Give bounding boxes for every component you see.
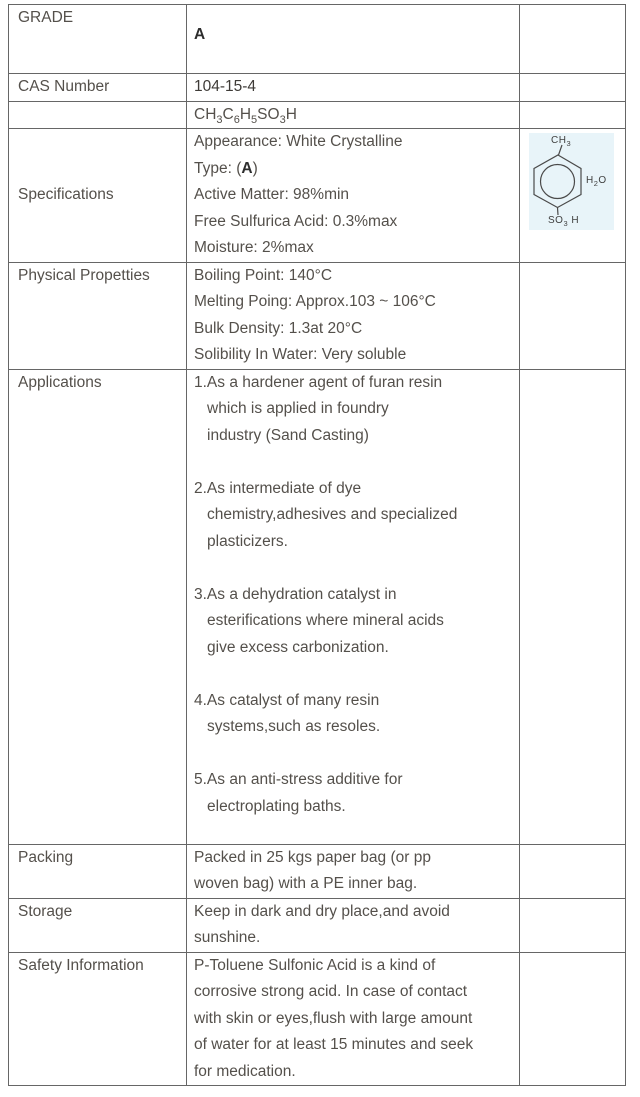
text-line: Free Sulfurica Acid: 0.3%max — [194, 212, 398, 230]
empty-cell — [520, 74, 626, 102]
text-line: Packed in 25 kgs paper bag (or pp — [194, 848, 431, 866]
text-line: esterifications where mineral acids — [207, 612, 444, 629]
text-line: corrosive strong acid. In case of contact — [194, 983, 468, 1000]
cas-number-label: CAS Number — [9, 74, 187, 102]
application-item-4 — [194, 688, 513, 741]
text-line: sunshine. — [194, 929, 261, 946]
empty-cell — [520, 5, 626, 74]
text-line: with skin or eyes,flush with large amount — [194, 1009, 473, 1027]
text-line: for medication. — [194, 1062, 296, 1080]
physical-properties-value — [187, 262, 520, 369]
text-line: electroplating baths. — [207, 797, 346, 815]
empty-cell — [520, 898, 626, 952]
row-safety-information — [9, 952, 626, 1086]
safety-information-label: Safety Information — [9, 952, 187, 1086]
applications-label: Applications — [9, 369, 187, 844]
text-line: Keep in dark and dry place,and avoid — [194, 902, 450, 920]
text-line: give excess carbonization. — [207, 638, 389, 656]
storage-label: Storage — [9, 898, 187, 952]
text-line: 3.As a dehydration catalyst in — [194, 585, 397, 603]
empty-cell — [520, 262, 626, 369]
sulfonic-group-label: $SO_3$ H — [548, 215, 580, 228]
structure-cell — [520, 129, 626, 263]
cas-number-value: 104-15-4 — [187, 74, 520, 102]
methyl-group-label: $CH_3$ — [551, 135, 572, 148]
text-line: Melting Poing: Approx.103 ~ 106°C — [194, 293, 436, 310]
grade-value: A — [187, 5, 520, 74]
empty-cell — [520, 952, 626, 1086]
text-line: 5.As an anti-stress additive for — [194, 771, 403, 788]
specifications-label: Specifications — [9, 129, 187, 263]
physical-properties-label: Physical Propetties — [9, 262, 187, 369]
text-line: Appearance: White Crystalline — [194, 133, 403, 150]
text-line: Moisture: 2%max — [194, 239, 314, 256]
grade-label: GRADE — [9, 5, 187, 74]
applications-value — [187, 369, 520, 844]
row-grade — [9, 5, 626, 74]
application-item-3 — [194, 582, 513, 662]
text-line: of water for at least 15 minutes and seek — [194, 1036, 474, 1053]
text-line: chemistry,adhesives and specialized — [207, 506, 458, 523]
empty-cell — [520, 369, 626, 844]
text-line: Bulk Density: 1.3at 20°C — [194, 319, 363, 337]
text-line: Solibility In Water: Very soluble — [194, 346, 407, 363]
packing-value — [187, 844, 520, 898]
row-specifications — [9, 129, 626, 263]
storage-value — [187, 898, 520, 952]
water-label: $H_2O$ — [586, 175, 607, 188]
text-line: P-Toluene Sulfonic Acid is a kind of — [194, 956, 436, 974]
specifications-value — [187, 129, 520, 263]
formula-label — [9, 101, 187, 129]
text-line: 4.As catalyst of many resin — [194, 691, 380, 709]
molecular-formula: $CH_3C_6H_5SO_3H$ — [187, 101, 520, 129]
text-line: which is applied in foundry — [207, 400, 389, 417]
row-packing — [9, 844, 626, 898]
text-line: 2.As intermediate of dye — [194, 479, 362, 497]
row-cas-number — [9, 74, 626, 102]
empty-cell — [520, 101, 626, 129]
text-line: systems,such as resoles. — [207, 718, 381, 735]
text-line: 1.As a hardener agent of furan resin — [194, 373, 443, 391]
text-line: Boiling Point: 140°C — [194, 266, 333, 284]
row-physical-properties — [9, 262, 626, 369]
application-item-5 — [194, 767, 513, 820]
text-line: Type: (A) — [194, 159, 258, 177]
text-line: industry (Sand Casting) — [207, 426, 369, 444]
text-line: woven bag) with a PE inner bag. — [194, 875, 418, 892]
empty-cell — [520, 844, 626, 898]
application-item-1 — [194, 370, 513, 450]
row-applications — [9, 369, 626, 844]
application-item-2 — [194, 476, 513, 556]
text-line: plasticizers. — [207, 532, 288, 550]
row-formula — [9, 101, 626, 129]
safety-information-value — [187, 952, 520, 1086]
row-storage — [9, 898, 626, 952]
chemical-structure-figure — [529, 133, 614, 230]
product-spec-table — [8, 4, 626, 1086]
packing-label: Packing — [9, 844, 187, 898]
text-line: Active Matter: 98%min — [194, 186, 350, 203]
